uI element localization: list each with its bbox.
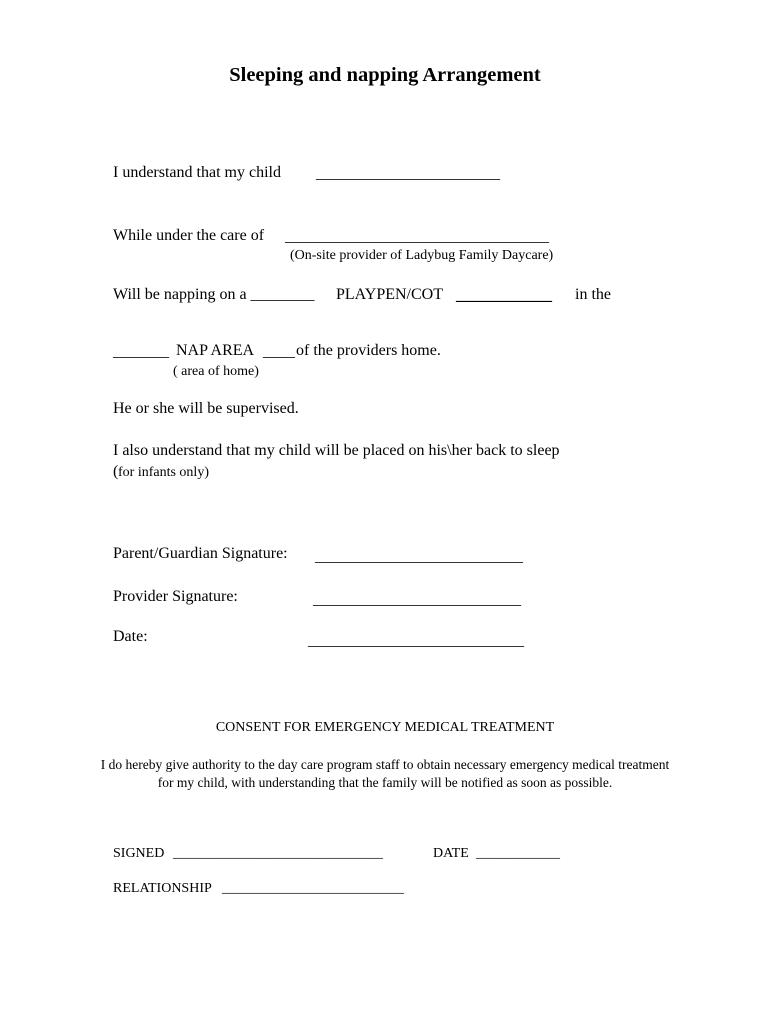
provider-name-field[interactable]: _________________________________ <box>285 228 549 245</box>
care-label: While under the care of <box>113 227 269 244</box>
consent-signed-label: SIGNED <box>113 846 165 861</box>
infants-paren: ( <box>113 463 119 480</box>
nap-area-value[interactable]: NAP AREA <box>176 342 255 359</box>
date-label: Date: <box>113 628 148 645</box>
infants-note: for infants only) <box>118 465 209 480</box>
area-caption: ( area of home) <box>173 364 259 379</box>
parent-signature-field[interactable]: __________________________ <box>315 548 523 565</box>
area-trailing-blank: ____ <box>263 343 295 360</box>
consent-date-label: DATE <box>433 846 469 861</box>
back-to-sleep-text: I also understand that my child will be placed on his\her back to sleep <box>113 442 560 459</box>
area-suffix: of the providers home. <box>292 342 441 359</box>
nap-suffix: in the <box>571 286 611 303</box>
nap-furniture-value[interactable]: PLAYPEN/COT <box>336 286 443 303</box>
document-title: Sleeping and napping Arrangement <box>229 64 541 86</box>
child-label: I understand that my child <box>113 164 281 181</box>
consent-date-field[interactable]: ____________ <box>476 846 560 861</box>
relationship-label: RELATIONSHIP <box>113 881 212 896</box>
supervised-text: He or she will be supervised. <box>113 400 299 417</box>
consent-heading: CONSENT FOR EMERGENCY MEDICAL TREATMENT <box>215 720 555 735</box>
consent-signed-field[interactable]: ______________________________ <box>173 846 383 861</box>
relationship-field[interactable]: __________________________ <box>222 881 404 896</box>
provider-signature-field[interactable]: __________________________ <box>313 591 521 608</box>
parent-signature-label: Parent/Guardian Signature: <box>113 545 288 562</box>
area-leading-blank: _______ <box>113 343 169 360</box>
care-caption: (On-site provider of Ladybug Family Daycare) <box>290 248 554 263</box>
date-field[interactable]: ___________________________ <box>308 632 524 649</box>
nap-label: Will be napping on a ________ <box>113 286 315 303</box>
consent-paragraph: I do hereby give authority to the day care program staff to obtain necessary emergency medical treatment for my child, with understanding that the family will be notified as soon as possible. <box>100 757 670 790</box>
provider-signature-label: Provider Signature: <box>113 588 238 605</box>
child-name-field[interactable]: _______________________ <box>316 165 500 182</box>
nap-trailing-blank: ____________ <box>456 287 552 304</box>
